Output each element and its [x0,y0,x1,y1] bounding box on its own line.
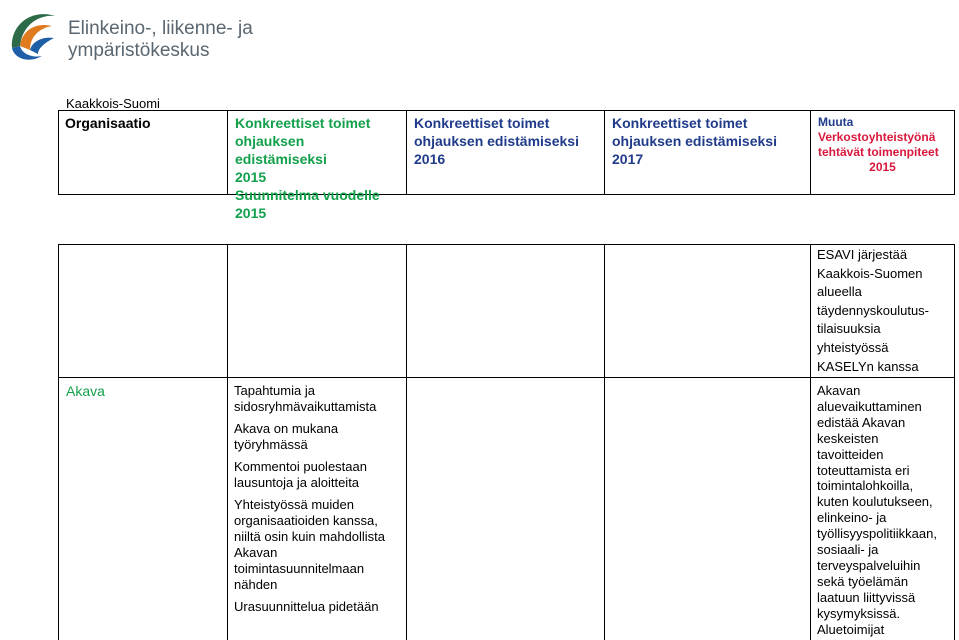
column-divider [58,244,59,640]
text-line: työllisyyspolitiikkaan, [817,526,937,542]
text-line: sekä työelämän [817,573,909,589]
action-block [234,459,404,491]
text-line: Kaakkois-Suomen [817,265,923,281]
text-line: Urasuunnittelua pidetään [234,599,379,614]
table-top-border [58,244,955,245]
text-line: laatuun liittyvissä [817,589,916,605]
org-name-line2: ympäristökeskus [68,40,210,61]
column-divider [604,244,605,640]
header-2016-line: 2016 [414,151,446,167]
header-2015-line: ohjauksen edistämiseksi [235,133,327,167]
header-2015-line: Konkreettiset toimet [235,115,371,131]
header-2016-cell [406,110,605,195]
text-line: terveyspalveluihin [817,557,921,573]
row-divider [58,377,955,378]
text-line: KASELYn kanssa [817,358,919,374]
header-2016-line: ohjauksen edistämiseksi [414,133,579,149]
header-2017-line: Konkreettiset toimet [612,115,748,131]
text-line: työryhmässä [234,437,308,452]
text-line: Akavan [234,545,278,560]
text-line: kuten koulutukseen, [817,494,933,510]
header-2015-line: 2015 [235,205,267,221]
akava-2015-actions [234,383,404,621]
header-2015-line: 2015 [235,169,267,185]
text-line: niiltä osin kuin mahdollista [234,529,386,544]
text-line: kysymyksissä. [817,605,901,621]
text-line: täydennyskoulutus- [817,302,930,318]
text-line: ESAVI järjestää [817,247,908,262]
ely-logo [8,2,60,62]
text-line: nähden [234,577,278,592]
header-organisation: Organisaatio [65,115,151,131]
text-line: alueella [817,284,862,300]
text-line: aluevaikuttaminen [817,398,922,414]
text-line: elinkeino- ja [817,510,887,526]
action-block [234,599,404,615]
action-block [234,497,404,593]
text-line: sidosryhmävaikuttamista [234,399,377,414]
text-line: edistää Akavan [817,414,906,430]
header-2017-cell [604,110,811,195]
column-divider [406,244,407,640]
text-line: lausuntoja ja aloitteita [234,475,360,490]
text-line: Aluetoimijat [817,621,885,637]
text-line: toteuttamista eri [817,462,910,478]
header-2016-line: Konkreettiset toimet [414,115,550,131]
header-2015-line: Suunnitelma vuodelle [235,187,380,203]
header-network-line: tehtävät toimenpiteet [818,145,939,159]
text-line: Akava on mukana [234,421,339,436]
header-network-line: Verkostoyhteistyönä [818,130,936,144]
column-divider [810,244,811,640]
org-name-line1: Elinkeino-, liikenne- ja [68,18,253,39]
action-block [234,383,404,415]
action-block [234,421,404,453]
text-line: Yhteistyössä muiden [234,497,354,512]
text-line: tavoitteiden [817,446,884,462]
text-line: Akavan [817,383,861,398]
text-line: toimintalohkoilla, [817,478,914,494]
header-organisation-cell [58,110,228,195]
header-network-line: 2015 [869,160,896,174]
text-line: sosiaali- ja [817,542,879,558]
column-divider [227,244,228,640]
header-network-line: Muuta [818,115,854,129]
text-line: organisaatioiden kanssa, [234,513,378,528]
region-label: Kaakkois-Suomi [66,96,160,111]
text-line: Kommentoi puolestaan [234,459,367,474]
text-line: keskeisten [817,430,879,446]
text-line: yhteistyössä [817,339,889,355]
text-line: tilaisuuksia [817,321,881,337]
header-2017-line: 2017 [612,151,644,167]
header-2015-cell [227,110,407,221]
header-network-cell [810,110,955,195]
header-2017-line: ohjauksen edistämiseksi [612,133,777,149]
text-line: Tapahtumia ja [234,383,315,398]
akava-network-text [817,383,955,638]
organization-name [68,18,253,62]
text-line: toimintasuunnitelmaan [234,561,365,576]
akava-org-label: Akava [66,383,105,399]
prev-row-network-text [817,246,952,376]
